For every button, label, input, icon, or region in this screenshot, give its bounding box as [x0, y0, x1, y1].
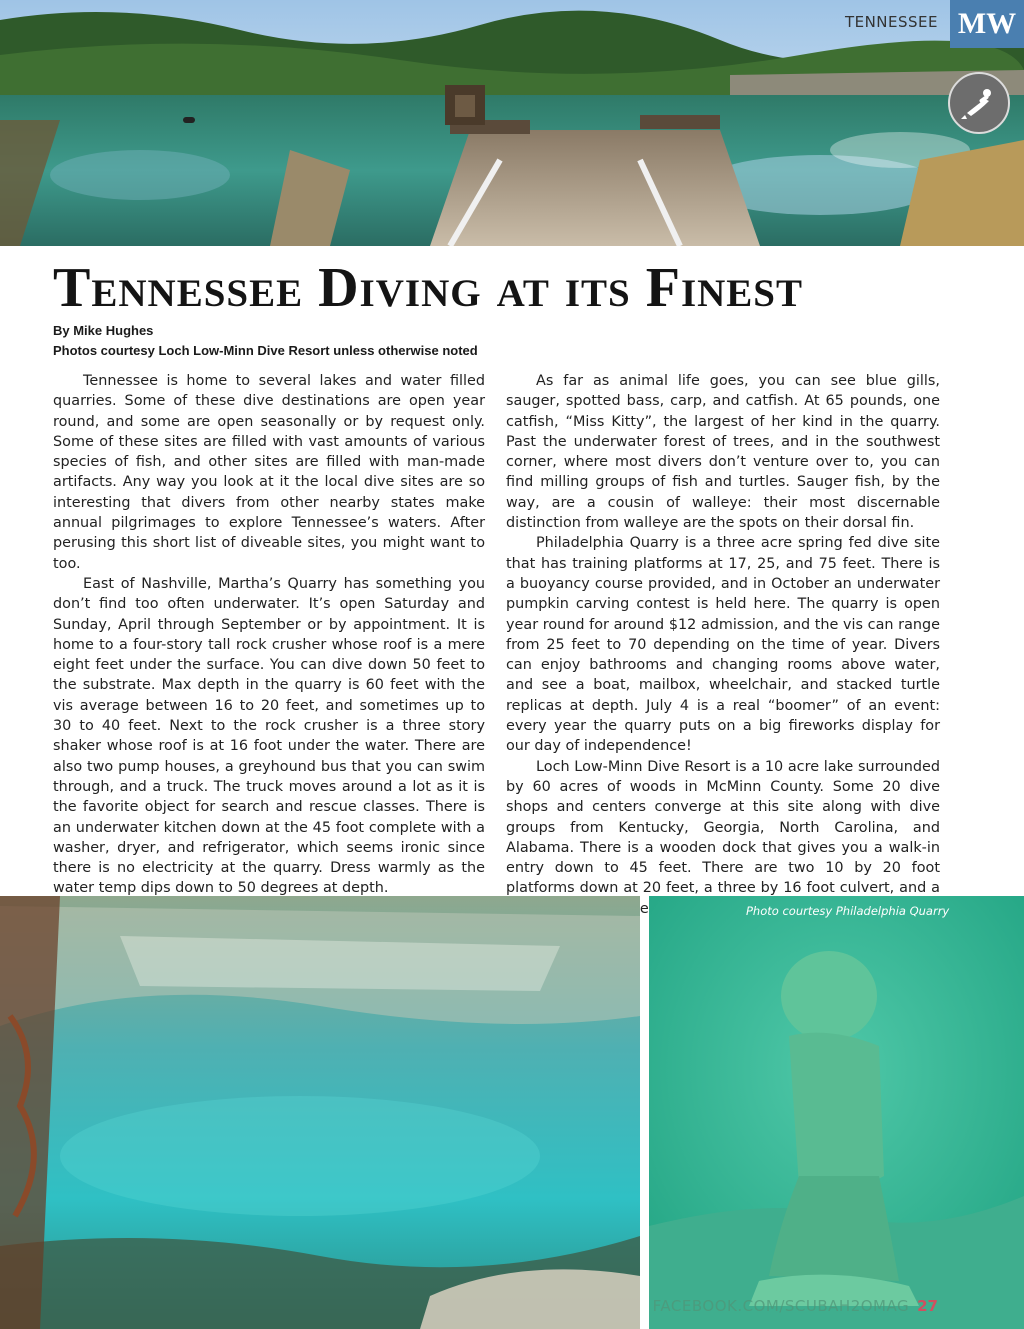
- page-number: 27: [917, 1297, 938, 1315]
- article-column-right: [506, 371, 940, 919]
- statue-photo-credit: Photo courtesy Philadelphia Quarry: [746, 904, 950, 918]
- section-label: TENNESSEE: [844, 13, 938, 31]
- article-title: Tennessee Diving at its Finest: [53, 257, 803, 319]
- paragraph: Tennessee is home to several lakes and water filled quarries. Some of these dive destinations are open year round, and some are open seasonally or by request only. Some of these sites are filled with vast amounts of various species of fish, and other sites are filled with man-made artifacts. Any way you look at it the local dive sites are so interesting that divers from other nearby states make annual pilgrimages to explore Tennessee’s waters. After perusing this short list of diveable sites, you might want to too.: [53, 373, 485, 572]
- scuba-diver-icon: [948, 72, 1010, 134]
- magazine-badge: MW: [950, 0, 1024, 48]
- footer-url[interactable]: FACEBOOK.COM/SCUBAH2OMAG: [652, 1297, 910, 1315]
- paragraph: As far as animal life goes, you can see blue gills, sauger, spotted bass, carp, and catfish. At 65 pounds, one catfish, “Miss Kitty”, the largest of her kind in the quarry. Past the underwater forest of trees, and in the southwest corner, where most divers don’t venture over to, you can find milling groups of fish and turtles. Sauger fish, by the way, are a cousin of walleye: their most discernable distinction from walleye are the spots on their dorsal fin.: [506, 373, 940, 532]
- hero-photo-quarry-dock: [0, 0, 1024, 246]
- author: By Mike Hughes: [53, 323, 154, 338]
- page-footer: [653, 1297, 938, 1315]
- paragraph: Loch Low-Minn Dive Resort is a 10 acre lake surrounded by 60 acres of woods in McMinn County. Some 20 dive shops and centers converge at this site along with dive groups from Kentucky, Georgia, North Carolina, and Alabama. There is a wooden dock that gives you a walk-in entry down to 45 feet. There are two 10 by 20 foot platforms down at 20 feet, a three by 16 foot culvert, and a: [506, 758, 940, 897]
- article-column-left: [53, 371, 485, 899]
- byline: [53, 321, 478, 361]
- paragraph: East of Nashville, Martha’s Quarry has something you don’t find too often underwater. It’s open Saturday and Sunday, April through September or by appointment. It is home to a four-story tall rock crusher whose roof is a mere eight feet under the surface. You can dive down 50 feet to the substrate. Max depth in the quarry is 60 feet with the vis average between 16 to 20 feet, and sometimes up to 30 to 40 feet. Next to the rock crusher is a three story shaker whose roof is at 16 foot under the water. There are also two pump houses, a greyhound bus that you can swim through, and a truck. The truck moves around a lot as it is the favorite object for search and rescue classes. There is an underwater kitchen down at the 45 foot complete with a washer, dryer, and refrigerator, which seems ironic since there is no electricity at the quarry. Dress warmly as the water temp dips down to 50 degrees at depth.: [53, 575, 485, 897]
- photo-quarry-water: [0, 896, 640, 1329]
- photo-underwater-statue: [649, 896, 1024, 1329]
- photo-credit: Photos courtesy Loch Low-Minn Dive Resort unless otherwise noted: [53, 343, 478, 358]
- paragraph: Philadelphia Quarry is a three acre spring fed dive site that has training platforms at 17, 25, and 75 feet. There is a buoyancy course provided, and in October an underwater pumpkin carving contest is held here. The quarry is open year round for around $12 admission, and the vis can range from 25 feet to 70 depending on the time of year. Divers can enjoy bathrooms and changing rooms above water, and see a boat, mailbox, wheelchair, and stacked turtle replicas at depth. July 4 is a real “boomer” of an event: every year the quarry puts on a big fireworks display for our day of independence!: [506, 535, 940, 755]
